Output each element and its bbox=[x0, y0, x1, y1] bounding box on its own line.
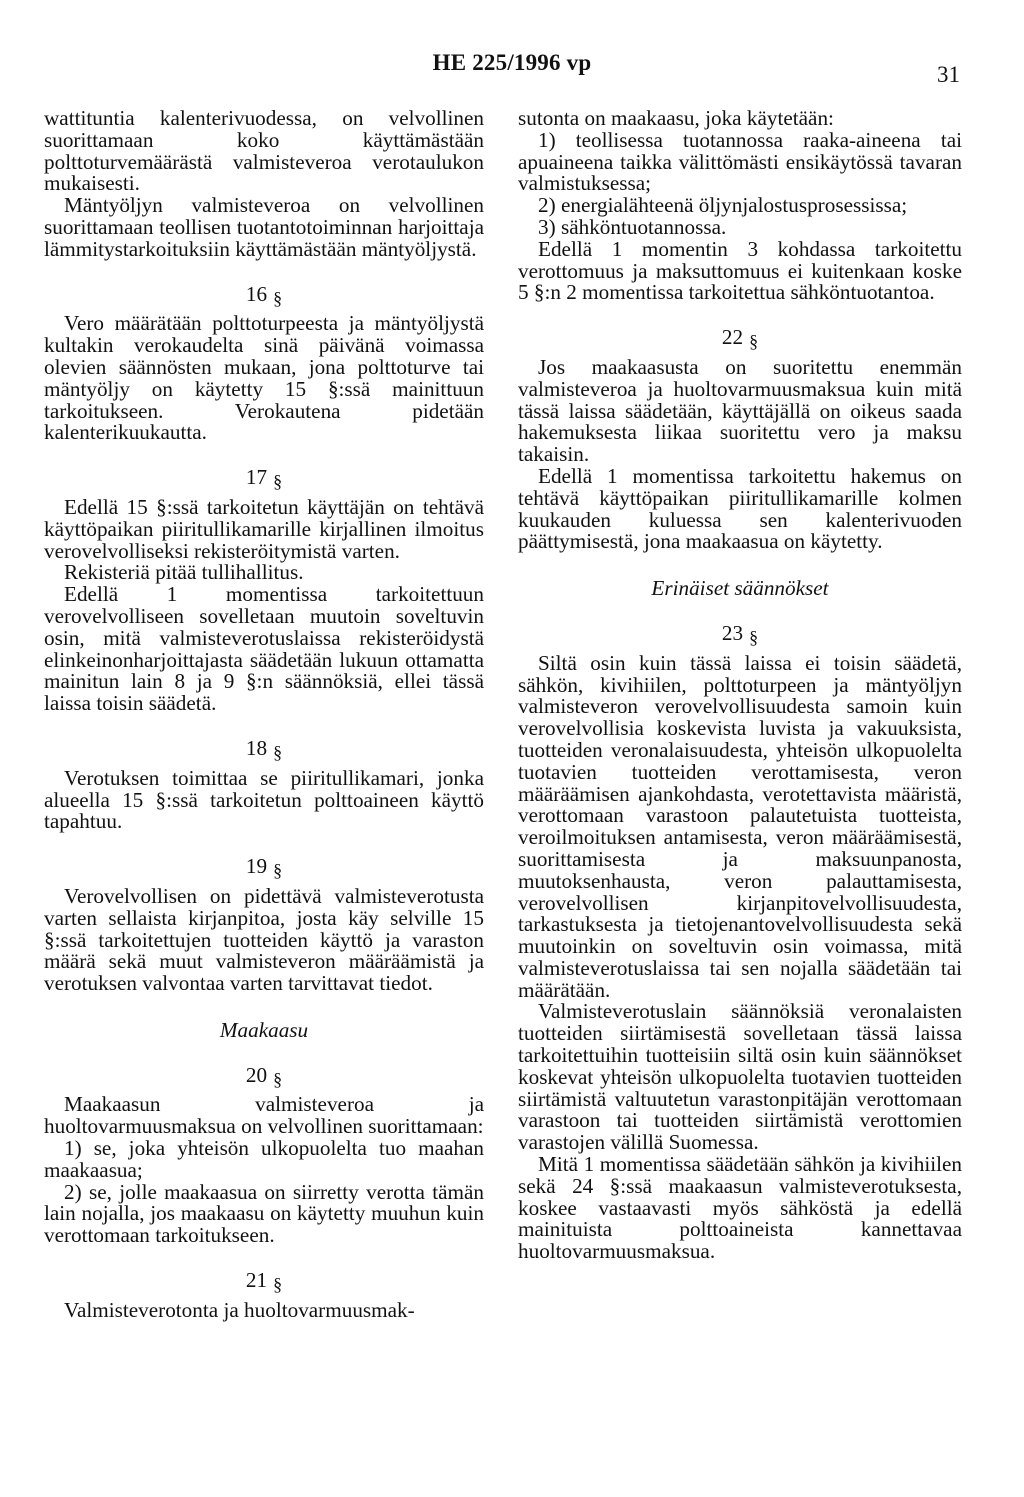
section-number: 21 bbox=[245, 1268, 268, 1293]
section-number: 23 bbox=[721, 620, 744, 645]
paragraph: Edellä 1 momentin 3 kohdassa tarkoitettu verottomuus ja maksuttomuus ei kuitenkaan koske 5 §:n 2 momentissa tarkoitettua sähköntuotantoa. bbox=[518, 236, 962, 305]
section-sign: § bbox=[273, 741, 283, 762]
section-sign: § bbox=[273, 287, 283, 308]
right-column bbox=[518, 108, 962, 1263]
page-number: 31 bbox=[937, 62, 960, 87]
paragraph: Verotuksen toimittaa se piiritullikamari, jonka alueella 15 §:ssä tarkoitetun polttoaineen käyttö tapahtuu. bbox=[44, 765, 484, 834]
section-number: 20 bbox=[245, 1062, 268, 1087]
paragraph: Edellä 1 momentissa tarkoitettu hakemus on tehtävä käyttöpaikan piiritullikamarille kolmen kuukauden kuluessa sen kalenterivuoden päättymisestä, jona maakaasua on käytetty. bbox=[518, 463, 962, 554]
section-number: 22 bbox=[721, 325, 744, 350]
paragraph: Valmisteverotuslain säännöksiä veronalaisten tuotteiden siirtämisestä sovelletaan tässä laissa tarkoitettuihin tuotteisiin siltä osin kuin säännökset koskevat yhteisön ulkopuolelta tuotavien tuotteiden siirtämistä valtuutetun varastonpitäjän verottomaan varastoon tai tuotteiden siirtämistä verottomien varastojen välillä Suomessa. bbox=[518, 999, 962, 1155]
section-heading-20 bbox=[44, 1062, 484, 1091]
section-number: 19 bbox=[245, 854, 268, 879]
document-title: HE 225/1996 vp bbox=[432, 50, 592, 75]
section-sign: § bbox=[273, 1274, 283, 1295]
section-sign: § bbox=[273, 471, 283, 492]
list-item: 2) se, jolle maakaasua on siirretty verotta tämän lain nojalla, jos maakaasu on käytetty muuhun kuin verottomaan tarkoitukseen. bbox=[44, 1179, 484, 1248]
section-number: 18 bbox=[245, 735, 268, 760]
section-heading-17 bbox=[44, 467, 484, 493]
section-heading-22 bbox=[518, 327, 962, 353]
paragraph: Mitä 1 momentissa säädetään sähkön ja kivihiilen sekä 24 §:ssä maakaasun valmisteverotuksesta, koskee vastaavasti myös sähköstä ja edellä mainituista polttoaineista kannettavaa huoltovarmuusmaksua. bbox=[518, 1152, 962, 1264]
section-number: 16 bbox=[245, 281, 268, 306]
section-heading-16 bbox=[44, 281, 484, 310]
paragraph: Vero määrätään polttoturpeesta ja mäntyöljystä kultakin verokaudelta sinä päivänä voimassa olevien säännösten mukaan, jona polttoturve tai mäntyöljy on käytetty 15 §:ssä mainittuun tarkoitukseen. Verokautena pidetään kalenterikuukautta. bbox=[44, 311, 484, 445]
paragraph: wattituntia kalenterivuodessa, on velvollinen suorittamaan koko käyttämästään polttoturvemäärästä valmisteveroa verotaulukon mukaisesti. bbox=[44, 106, 484, 196]
paragraph: Edellä 1 momentissa tarkoitettuun verovelvolliseen sovelletaan muutoin soveltuvin osin, mitä valmisteverotuslaissa rekisteröidystä elinkeinonharjoittajasta säädetään lukuun ottamatta mainitun lain 8 ja 9 §:n säännöksiä, ellei tässä laissa toisin säädetä. bbox=[44, 582, 484, 716]
section-number: 17 bbox=[245, 465, 268, 490]
section-sign: § bbox=[749, 626, 759, 647]
section-sign: § bbox=[273, 860, 283, 881]
paragraph: Valmisteverotonta ja huoltovarmuusmak- bbox=[64, 1297, 415, 1322]
list-item: 1) teollisessa tuotannossa raaka-aineena tai apuaineena taikka välittömästi ensikäytössä tavaran valmistuksessa; bbox=[518, 127, 962, 196]
section-heading-18 bbox=[44, 735, 484, 764]
list-item: 1) se, joka yhteisön ulkopuolelta tuo maahan maakaasua; bbox=[44, 1136, 484, 1182]
list-item: 2) energialähteenä öljynjalostusprosessissa; bbox=[538, 193, 908, 218]
subheading-maakaasu: Maakaasu bbox=[219, 1017, 309, 1042]
section-heading-21 bbox=[44, 1270, 484, 1296]
paragraph: Siltä osin kuin tässä laissa ei toisin säädetä, sähkön, kivihiilen, polttoturpeen ja mäntyöljyn valmisteveron verovelvollisuudesta samoin kuin verovelvollisia koskevista luvista ja vakuuksista, tuotteiden veronalaisuudesta, yhteisön ulkopuolelta tuotavien tuotteiden verottamisesta, veron määräämisen ajankohdasta, verotettavista määristä, verottomaan varastoon palautetuista tuotteista, veroilmoituksen antamisesta, veron määräämisestä, suorittamisesta ja maksuunpanosta, muutoksenhausta, veron palauttamisesta, verovelvollisen kirjanpitovelvollisuudesta, tarkastuksesta ja tietojenantovelvollisuudesta sekä muutoinkin on soveltuvin osin voimassa, mitä valmisteverotuslaissa tai sen nojalla säädetään tai määrätään. bbox=[518, 650, 962, 1002]
paragraph: Mäntyöljyn valmisteveroa on velvollinen suorittamaan teollisen tuotantotoiminnan harjoittaja lämmitystarkoituksiin käyttämästään mäntyöljystä. bbox=[44, 193, 484, 261]
paragraph: Verovelvollisen on pidettävä valmisteverotusta varten sellaista kirjanpitoa, josta käy selville 15 §:ssä tarkoitettujen tuotteiden käyttö ja varaston määrä sekä muut valmisteveron määräämistä ja verotuksen valvontaa varten tarvittavat tiedot. bbox=[44, 883, 484, 996]
paragraph: Edellä 15 §:ssä tarkoitetun käyttäjän on tehtävä käyttöpaikan piiritullikamarille kirjallinen ilmoitus verovelvolliseksi rekisteröitymistä varten. bbox=[44, 494, 484, 563]
subheading-erinaiset: Erinäiset säännökset bbox=[651, 576, 829, 601]
section-heading-23 bbox=[518, 620, 962, 649]
section-sign: § bbox=[273, 1068, 283, 1089]
paragraph: sutonta on maakaasu, joka käytetään: bbox=[518, 106, 834, 130]
section-sign: § bbox=[749, 331, 759, 352]
page-header bbox=[0, 50, 1024, 90]
list-item: 3) sähköntuotannossa. bbox=[538, 214, 727, 239]
left-column bbox=[44, 108, 484, 1322]
section-heading-19 bbox=[44, 856, 484, 882]
paragraph: Rekisteriä pitää tullihallitus. bbox=[64, 560, 304, 585]
paragraph: Maakaasun valmisteveroa ja huoltovarmuusmaksua on velvollinen suorittamaan: bbox=[44, 1092, 484, 1139]
paragraph: Jos maakaasusta on suoritettu enemmän valmisteveroa ja huoltovarmuusmaksua kuin mitä tässä laissa säädetään, käyttäjällä on oikeus saada hakemuksesta liikaa suoritettu vero ja maksu takaisin. bbox=[518, 354, 962, 467]
